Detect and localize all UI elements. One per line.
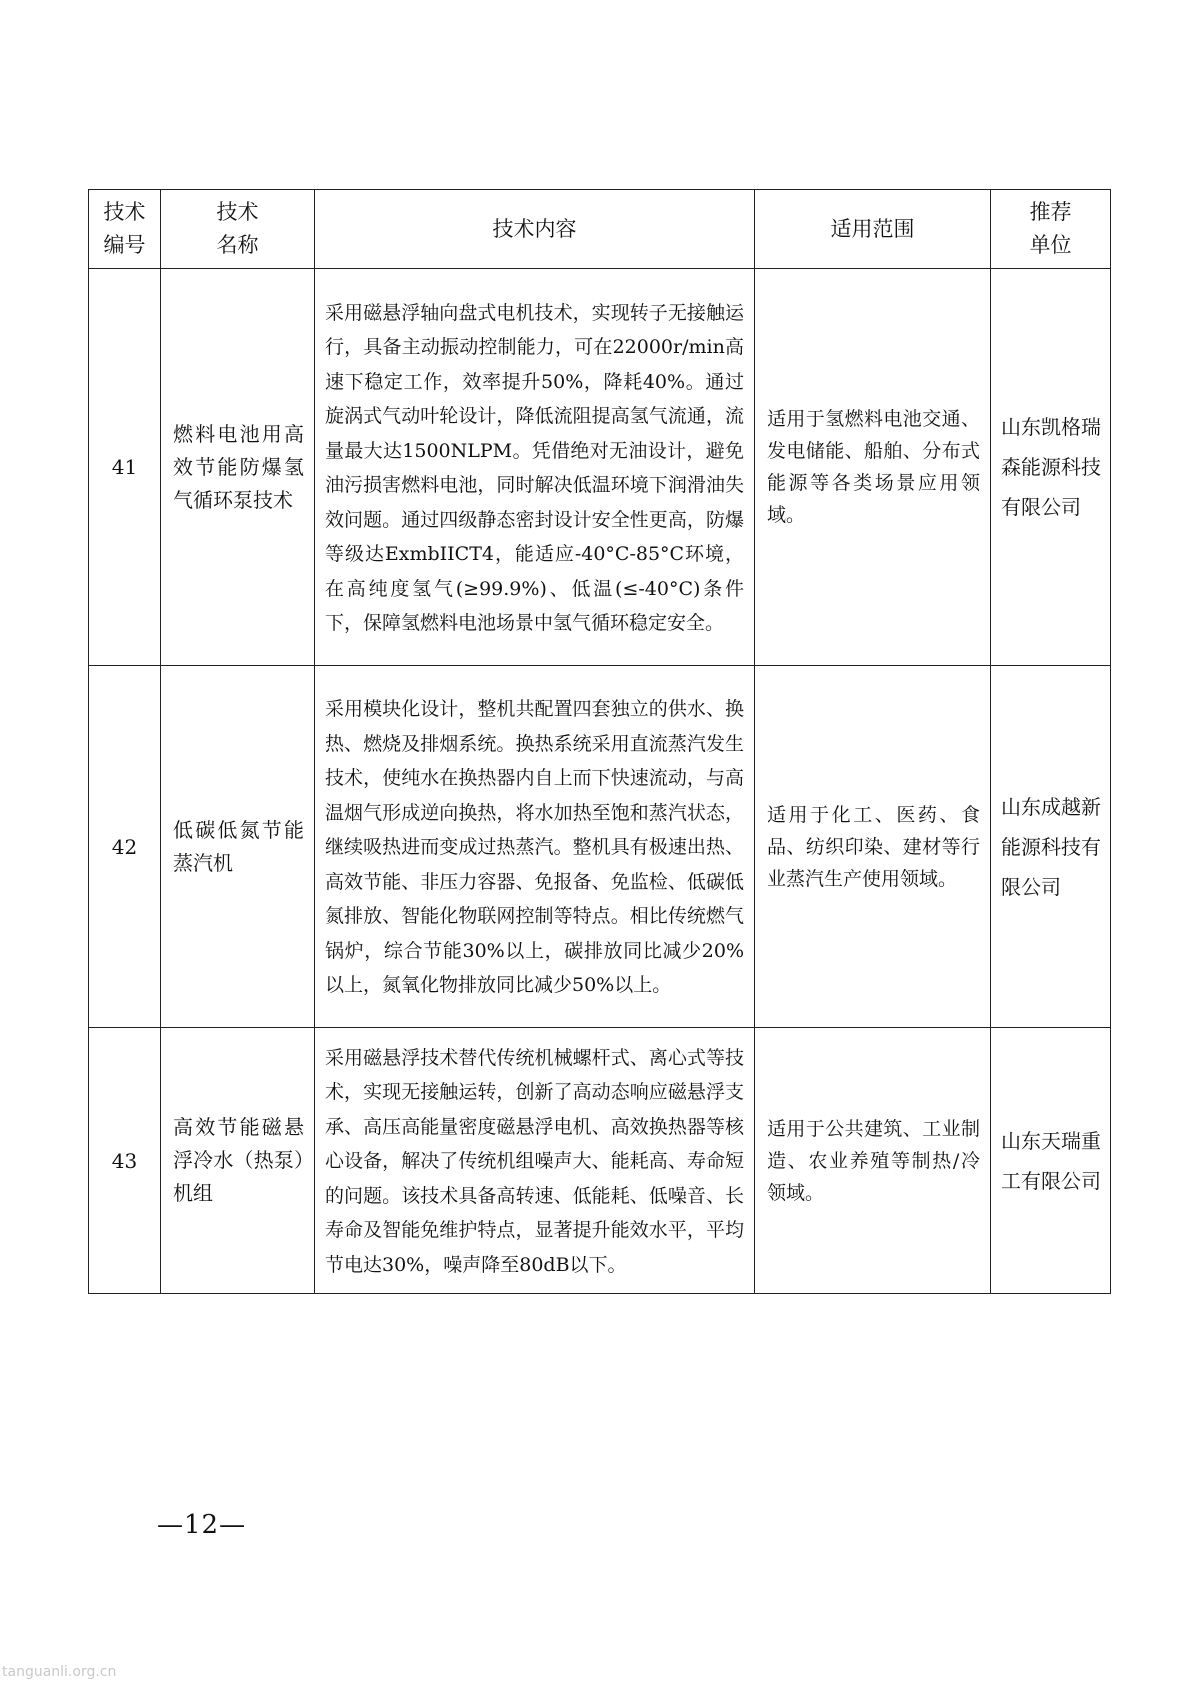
table-row — [89, 1028, 1111, 1294]
header-number — [89, 190, 161, 269]
tech-name: 燃料电池用高效节能防爆氢气循环泵技术 — [161, 269, 315, 666]
tech-scope: 适用于氢燃料电池交通、发电储能、船舶、分布式能源等各类场景应用领域。 — [755, 269, 991, 666]
header-content-label: 技术内容 — [492, 216, 577, 241]
header-scope-label: 适用范围 — [830, 216, 915, 241]
tech-name: 高效节能磁悬浮冷水（热泵）机组 — [161, 1028, 315, 1294]
table-header-row — [89, 190, 1111, 269]
technology-table — [88, 189, 1111, 1294]
header-scope — [755, 190, 991, 269]
page-number: —12— — [157, 1510, 247, 1540]
header-unit-label: 推荐 单位 — [1029, 200, 1072, 257]
recommending-unit: 山东成越新能源科技有限公司 — [991, 666, 1111, 1028]
tech-number: 42 — [89, 666, 161, 1028]
tech-number: 43 — [89, 1028, 161, 1294]
tech-content: 采用模块化设计，整机共配置四套独立的供水、换热、燃烧及排烟系统。换热系统采用直流蒸汽发生技术，使纯水在换热器内自上而下快速流动，与高温烟气形成逆向换热，将水加热至饱和蒸汽状态，继续吸热进而变成过热蒸汽。整机具有极速出热、高效节能、非压力容器、免报备、免监检、低碳低氮排放、智能化物联网控制等特点。相比传统燃气锅炉，综合节能30%以上，碳排放同比减少20%以上，氮氧化物排放同比减少50%以上。 — [315, 666, 755, 1028]
recommending-unit: 山东天瑞重工有限公司 — [991, 1028, 1111, 1294]
header-name-label: 技术 名称 — [216, 200, 259, 257]
table-row — [89, 666, 1111, 1028]
header-number-label: 技术 编号 — [103, 200, 146, 257]
tech-scope: 适用于化工、医药、食品、纺织印染、建材等行业蒸汽生产使用领域。 — [755, 666, 991, 1028]
tech-scope: 适用于公共建筑、工业制造、农业养殖等制热/冷领域。 — [755, 1028, 991, 1294]
tech-content: 采用磁悬浮技术替代传统机械螺杆式、离心式等技术，实现无接触运转，创新了高动态响应磁悬浮支承、高压高能量密度磁悬浮电机、高效换热器等核心设备，解决了传统机组噪声大、能耗高、寿命短的问题。该技术具备高转速、低能耗、低噪音、长寿命及智能免维护特点，显著提升能效水平，平均节电达30%，噪声降至80dB以下。 — [315, 1028, 755, 1294]
recommending-unit: 山东凯格瑞森能源科技有限公司 — [991, 269, 1111, 666]
header-content — [315, 190, 755, 269]
watermark: tanguanli.org.cn — [2, 1664, 117, 1680]
header-unit — [991, 190, 1111, 269]
header-name — [161, 190, 315, 269]
tech-number: 41 — [89, 269, 161, 666]
table-row — [89, 269, 1111, 666]
tech-name: 低碳低氮节能蒸汽机 — [161, 666, 315, 1028]
tech-content: 采用磁悬浮轴向盘式电机技术，实现转子无接触运行，具备主动振动控制能力，可在22000r/min高速下稳定工作，效率提升50%，降耗40%。通过旋涡式气动叶轮设计，降低流阻提高氢气流通，流量最大达1500NLPM。凭借绝对无油设计，避免油污损害燃料电池，同时解决低温环境下润滑油失效问题。通过四级静态密封设计安全性更高，防爆等级达ExmbIICT4，能适应-40°C-85°C环境，在高纯度氢气(≥99.9%)、低温(≤-40°C)条件下，保障氢燃料电池场景中氢气循环稳定安全。 — [315, 269, 755, 666]
